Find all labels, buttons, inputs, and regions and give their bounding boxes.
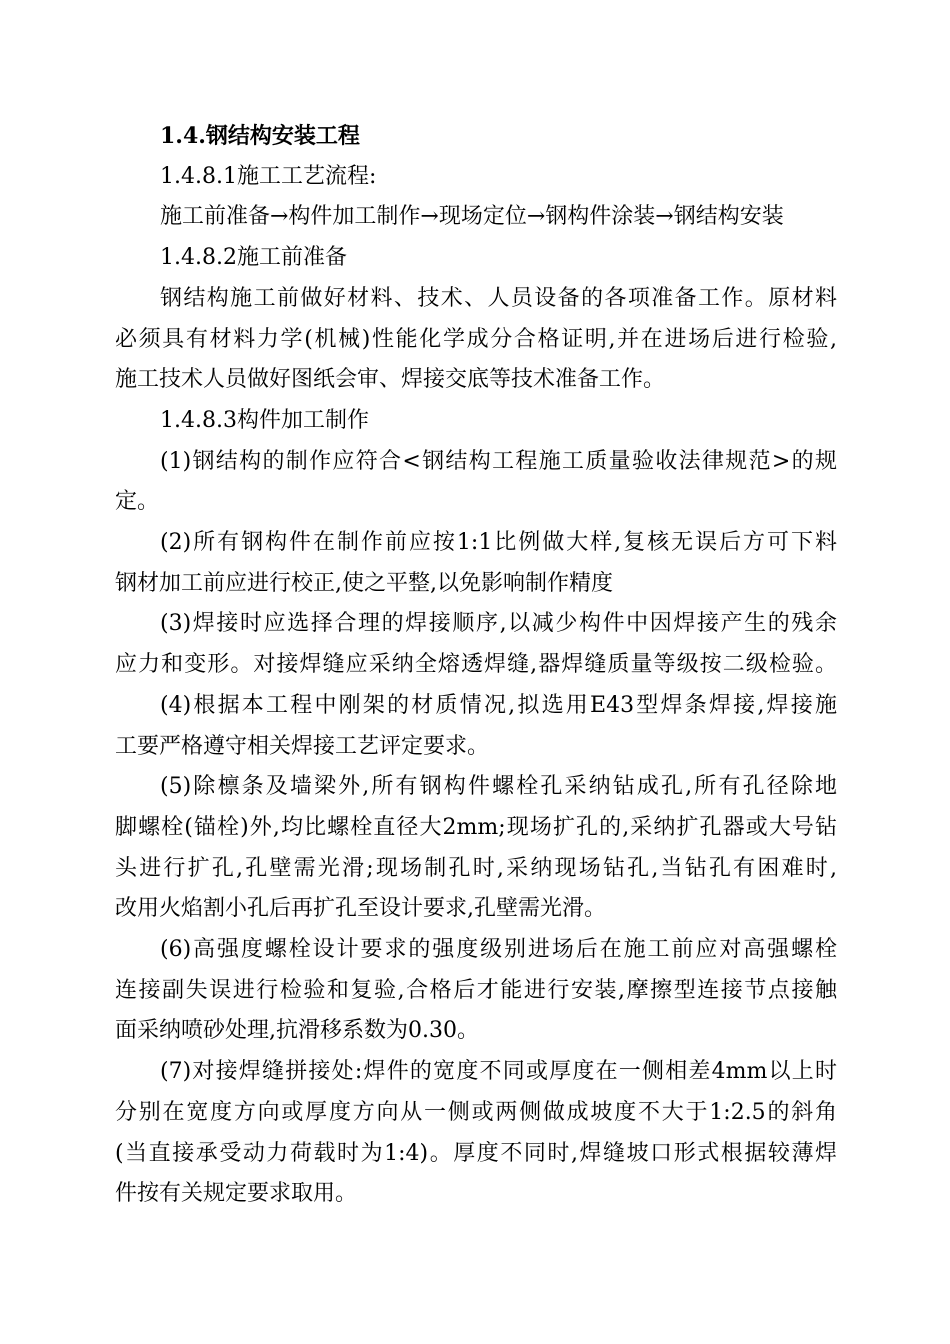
text-line: (5)除檩条及墙梁外,所有钢构件螺栓孔采纳钻成孔,所有孔径除地 [160, 774, 837, 800]
text-line: 连接副失误进行检验和复验,合格后才能进行安装,摩擦型连接节点接触 [115, 977, 837, 1003]
text-line: 头进行扩孔,孔壁需光滑;现场制孔时,采纳现场钻孔,当钻孔有困难时, [115, 855, 837, 881]
text-line: 钢结构施工前做好材料、技术、人员设备的各项准备工作。原材料 [160, 285, 837, 311]
text-line: 施工前准备→构件加工制作→现场定位→钢构件涂装→钢结构安装 [160, 204, 784, 230]
text-line: 分别在宽度方向或厚度方向从一侧或两侧做成坡度不大于1:2.5的斜角 [115, 1099, 837, 1125]
text-line: 定。 [115, 489, 160, 515]
text-line: (6)高强度螺栓设计要求的强度级别进场后在施工前应对高强螺栓 [160, 937, 837, 963]
text-line: 1.4.8.3构件加工制作 [160, 407, 369, 433]
text-line: 1.4.8.1施工工艺流程: [160, 163, 377, 189]
text-line: (3)焊接时应选择合理的焊接顺序,以减少构件中因焊接产生的残余 [160, 611, 837, 637]
paragraph-lines [115, 157, 837, 1215]
text-line: (当直接承受动力荷载时为1:4)。厚度不同时,焊缝坡口形式根据较薄焊 [115, 1140, 837, 1166]
text-line: 1.4.8.2施工前准备 [160, 245, 347, 271]
text-line: 应力和变形。对接焊缝应采纳全熔透焊缝,器焊缝质量等级按二级检验。 [115, 652, 837, 678]
text-line: 改用火焰割小孔后再扩孔至设计要求,孔壁需光滑。 [115, 896, 606, 922]
text-line: 施工技术人员做好图纸会审、焊接交底等技术准备工作。 [115, 367, 666, 393]
text-line: 件按有关规定要求取用。 [115, 1181, 358, 1207]
section-heading: 1.4.钢结构安装工程 [160, 123, 360, 149]
text-line: (7)对接焊缝拼接处:焊件的宽度不同或厚度在一侧相差4mm以上时 [160, 1059, 837, 1085]
text-line: (4)根据本工程中刚架的材质情况,拟选用E43型焊条焊接,焊接施 [160, 692, 837, 718]
text-line: (2)所有钢构件在制作前应按1:1比例做大样,复核无误后方可下料 [160, 530, 837, 556]
text-line: 钢材加工前应进行校正,使之平整,以免影响制作精度 [115, 570, 613, 596]
text-line: 脚螺栓(锚栓)外,均比螺栓直径大2mm;现场扩孔的,采纳扩孔器或大号钻 [115, 814, 837, 840]
document-body [115, 116, 837, 1215]
text-line: 必须具有材料力学(机械)性能化学成分合格证明,并在进场后进行检验, [115, 326, 837, 352]
text-line: (1)钢结构的制作应符合<钢结构工程施工质量验收法律规范>的规 [160, 448, 837, 474]
text-line: 工要严格遵守相关焊接工艺评定要求。 [115, 733, 490, 759]
text-line: 面采纳喷砂处理,抗滑移系数为0.30。 [115, 1018, 479, 1044]
